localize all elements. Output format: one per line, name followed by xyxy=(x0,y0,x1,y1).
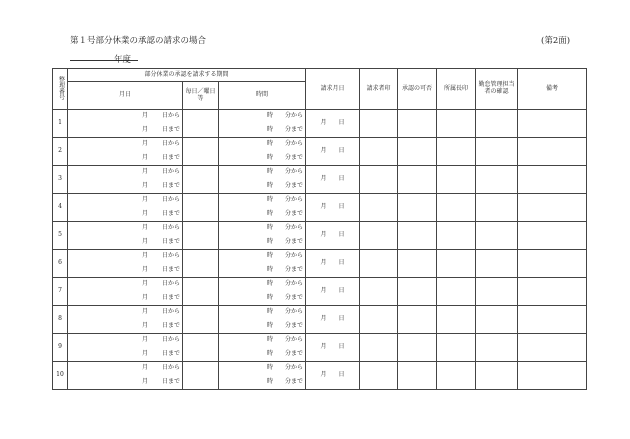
request-table xyxy=(52,68,587,390)
period-header: 部分休業の承認を請求する期間 xyxy=(68,69,306,82)
daily-weekday-cell[interactable] xyxy=(183,278,219,306)
attendance-check-cell[interactable] xyxy=(476,166,518,194)
table-row xyxy=(53,166,587,194)
approval-cell[interactable] xyxy=(398,166,437,194)
table-row xyxy=(53,110,587,138)
remarks-cell[interactable] xyxy=(518,194,587,222)
attendance-check-cell[interactable] xyxy=(476,306,518,334)
approval-cell[interactable] xyxy=(398,334,437,362)
daily-weekday-cell[interactable] xyxy=(183,362,219,390)
dept-head-seal-cell[interactable] xyxy=(437,362,476,390)
requester-seal-cell[interactable] xyxy=(360,362,398,390)
approval-cell[interactable] xyxy=(398,194,437,222)
time-range-cell[interactable]: 時 分から 時 分まで xyxy=(219,222,306,250)
table-row xyxy=(53,334,587,362)
date-range-cell[interactable]: 月 日から 月 日まで xyxy=(68,138,183,166)
time-header: 時間 xyxy=(219,82,306,110)
request-date-cell[interactable]: 月 日 xyxy=(306,362,360,390)
row-serial: 7 xyxy=(53,278,68,306)
date-range-cell[interactable]: 月 日から 月 日まで xyxy=(68,278,183,306)
attendance-check-cell[interactable] xyxy=(476,250,518,278)
approval-cell[interactable] xyxy=(398,110,437,138)
dept-head-seal-cell[interactable] xyxy=(437,166,476,194)
approval-cell[interactable] xyxy=(398,278,437,306)
requester-seal-cell[interactable] xyxy=(360,110,398,138)
request-date-cell[interactable]: 月 日 xyxy=(306,250,360,278)
dept-head-seal-cell[interactable] xyxy=(437,334,476,362)
remarks-cell[interactable] xyxy=(518,222,587,250)
attendance-check-cell[interactable] xyxy=(476,222,518,250)
requester-seal-cell[interactable] xyxy=(360,166,398,194)
date-range-cell[interactable]: 月 日から 月 日まで xyxy=(68,166,183,194)
date-range-cell[interactable]: 月 日から 月 日まで xyxy=(68,222,183,250)
date-range-cell[interactable]: 月 日から 月 日まで xyxy=(68,362,183,390)
request-date-cell[interactable]: 月 日 xyxy=(306,110,360,138)
approval-cell[interactable] xyxy=(398,138,437,166)
row-serial: 4 xyxy=(53,194,68,222)
daily-weekday-cell[interactable] xyxy=(183,138,219,166)
dept-head-seal-cell[interactable] xyxy=(437,194,476,222)
remarks-cell[interactable] xyxy=(518,278,587,306)
row-serial: 1 xyxy=(53,110,68,138)
daily-weekday-cell[interactable] xyxy=(183,110,219,138)
table-row xyxy=(53,222,587,250)
dept-head-seal-cell[interactable] xyxy=(437,250,476,278)
attendance-check-cell[interactable] xyxy=(476,110,518,138)
row-serial: 10 xyxy=(53,362,68,390)
remarks-cell[interactable] xyxy=(518,250,587,278)
row-serial: 3 xyxy=(53,166,68,194)
dept-head-seal-cell[interactable] xyxy=(437,138,476,166)
request-date-cell[interactable]: 月 日 xyxy=(306,138,360,166)
requester-seal-cell[interactable] xyxy=(360,138,398,166)
approval-header: 承認の可否 xyxy=(398,69,437,110)
remarks-cell[interactable] xyxy=(518,110,587,138)
requester-seal-cell[interactable] xyxy=(360,222,398,250)
approval-cell[interactable] xyxy=(398,306,437,334)
daily-weekday-cell[interactable] xyxy=(183,306,219,334)
attendance-check-cell[interactable] xyxy=(476,334,518,362)
month-day-header: 月日 xyxy=(68,82,183,110)
attendance-check-cell[interactable] xyxy=(476,138,518,166)
row-serial: 8 xyxy=(53,306,68,334)
time-range-cell[interactable]: 時 分から 時 分まで xyxy=(219,110,306,138)
remarks-cell[interactable] xyxy=(518,166,587,194)
requester-seal-cell[interactable] xyxy=(360,334,398,362)
daily-weekday-cell[interactable] xyxy=(183,166,219,194)
serial-header: 整理番号 xyxy=(53,69,68,110)
requester-seal-cell[interactable] xyxy=(360,194,398,222)
time-range-cell[interactable]: 時 分から 時 分まで xyxy=(219,166,306,194)
time-range-cell[interactable]: 時 分から 時 分まで xyxy=(219,306,306,334)
row-serial: 5 xyxy=(53,222,68,250)
time-range-cell[interactable]: 時 分から 時 分まで xyxy=(219,278,306,306)
attendance-check-cell[interactable] xyxy=(476,362,518,390)
time-range-cell[interactable]: 時 分から 時 分まで xyxy=(219,362,306,390)
table-row xyxy=(53,250,587,278)
dept-head-seal-cell[interactable] xyxy=(437,278,476,306)
approval-cell[interactable] xyxy=(398,250,437,278)
row-serial: 6 xyxy=(53,250,68,278)
attendance-check-cell[interactable] xyxy=(476,278,518,306)
date-range-cell[interactable]: 月 日から 月 日まで xyxy=(68,306,183,334)
request-date-header: 請求月日 xyxy=(306,69,360,110)
dept-head-seal-cell[interactable] xyxy=(437,306,476,334)
request-date-cell[interactable]: 月 日 xyxy=(306,306,360,334)
requester-seal-header: 請求者印 xyxy=(360,69,398,110)
request-date-cell[interactable]: 月 日 xyxy=(306,278,360,306)
daily-weekday-header: 毎日／曜日等 xyxy=(183,82,219,110)
request-date-cell[interactable]: 月 日 xyxy=(306,194,360,222)
table-row xyxy=(53,306,587,334)
page-number: (第2面) xyxy=(541,36,571,46)
year-label: 年度 xyxy=(114,55,132,65)
requester-seal-cell[interactable] xyxy=(360,250,398,278)
date-range-cell[interactable]: 月 日から 月 日まで xyxy=(68,194,183,222)
remarks-cell[interactable] xyxy=(518,334,587,362)
date-range-cell[interactable]: 月 日から 月 日まで xyxy=(68,110,183,138)
time-range-cell[interactable]: 時 分から 時 分まで xyxy=(219,334,306,362)
remarks-cell[interactable] xyxy=(518,362,587,390)
requester-seal-cell[interactable] xyxy=(360,278,398,306)
daily-weekday-cell[interactable] xyxy=(183,334,219,362)
attendance-check-cell[interactable] xyxy=(476,194,518,222)
form-title: 第１号部分休業の承認の請求の場合 xyxy=(70,36,207,46)
remarks-header: 備考 xyxy=(518,69,587,110)
approval-cell[interactable] xyxy=(398,222,437,250)
table-row xyxy=(53,194,587,222)
row-serial: 2 xyxy=(53,138,68,166)
table-row xyxy=(53,278,587,306)
time-range-cell[interactable]: 時 分から 時 分まで xyxy=(219,250,306,278)
table-row xyxy=(53,138,587,166)
daily-weekday-cell[interactable] xyxy=(183,194,219,222)
request-date-cell[interactable]: 月 日 xyxy=(306,222,360,250)
date-range-cell[interactable]: 月 日から 月 日まで xyxy=(68,334,183,362)
dept-head-seal-cell[interactable] xyxy=(437,222,476,250)
approval-cell[interactable] xyxy=(398,362,437,390)
time-range-cell[interactable]: 時 分から 時 分まで xyxy=(219,138,306,166)
row-serial: 9 xyxy=(53,334,68,362)
request-date-cell[interactable]: 月 日 xyxy=(306,166,360,194)
date-range-cell[interactable]: 月 日から 月 日まで xyxy=(68,250,183,278)
dept-head-seal-header: 所属長印 xyxy=(437,69,476,110)
remarks-cell[interactable] xyxy=(518,138,587,166)
remarks-cell[interactable] xyxy=(518,306,587,334)
table-row xyxy=(53,362,587,390)
time-range-cell[interactable]: 時 分から 時 分まで xyxy=(219,194,306,222)
daily-weekday-cell[interactable] xyxy=(183,222,219,250)
request-date-cell[interactable]: 月 日 xyxy=(306,334,360,362)
requester-seal-cell[interactable] xyxy=(360,306,398,334)
daily-weekday-cell[interactable] xyxy=(183,250,219,278)
attendance-check-header: 勤怠管理担当者の確認 xyxy=(476,69,518,110)
dept-head-seal-cell[interactable] xyxy=(437,110,476,138)
